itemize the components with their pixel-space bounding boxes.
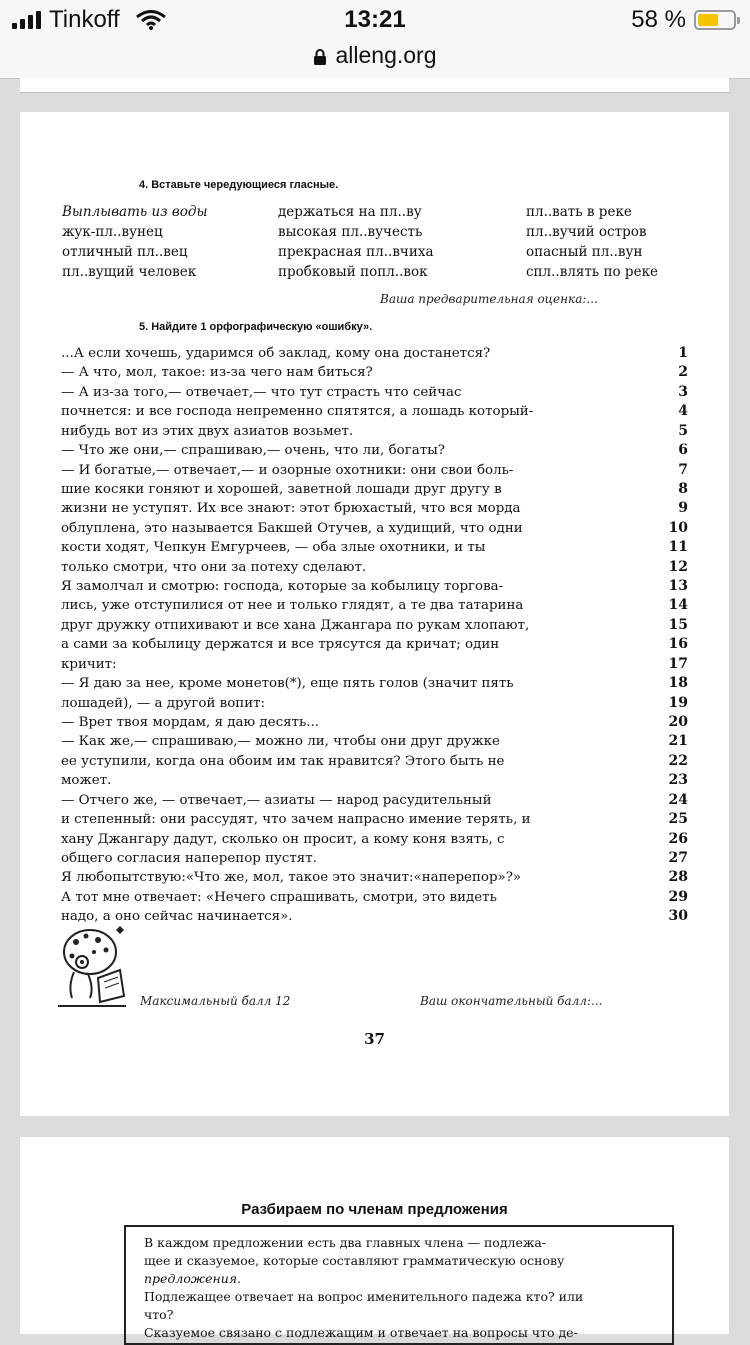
vocab-col-3	[526, 202, 658, 282]
line-number: 1	[678, 345, 688, 361]
task5-heading: 5. Найдите 1 орфографическую «ошибку».	[139, 321, 373, 333]
passage-line: А тот мне отвечает: «Нечего спрашивать, смотри, это видеть	[61, 889, 497, 905]
line-number: 29	[668, 888, 688, 905]
passage-line: — Что же они,— спрашиваю,— очень, что ли, богаты?	[61, 443, 445, 459]
line-number: 27	[668, 849, 688, 866]
line-number: 12	[668, 558, 688, 575]
line-number: 3	[678, 383, 688, 400]
battery-icon	[694, 10, 736, 30]
passage-line: нибудь вот из этих двух азиатов возьмет.	[61, 423, 354, 439]
passage-line: — Как же,— спрашиваю,— можно ли, чтобы они друг дружке	[61, 734, 500, 750]
passage-line: хану Джангару дадут, сколько он просит, а кому коня взять, с	[61, 831, 505, 847]
address-bar[interactable]	[0, 40, 750, 79]
carrier-name: Tinkoff	[49, 6, 120, 33]
vocab-item: пл..вать в реке	[526, 204, 632, 220]
max-score: Максимальный балл 12	[140, 994, 291, 1008]
line-number: 11	[668, 539, 688, 556]
passage-line: — И богатые,— отвечает,— и озорные охотники: они свои боль-	[61, 462, 514, 478]
rule-line: что?	[144, 1307, 174, 1322]
line-number: 13	[668, 578, 688, 595]
line-number: 4	[678, 403, 688, 420]
vocab-col-2	[278, 202, 434, 282]
next-document-page	[20, 1137, 729, 1340]
rule-line: щее и сказуемое, которые составляют грамматическую основу	[144, 1253, 565, 1268]
vocab-item: пл..вущий человек	[62, 264, 197, 280]
battery-status	[631, 6, 736, 34]
line-number: 19	[668, 694, 688, 711]
rule-line: Сказуемое связано с подлежащим и отвечает на вопросы что де-	[144, 1325, 578, 1340]
rule-line: В каждом предложении есть два главных члена — подлежа-	[144, 1235, 547, 1250]
clock: 13:21	[344, 6, 406, 33]
section-title: Разбираем по членам предложения	[241, 1201, 508, 1218]
passage-line: может.	[61, 773, 112, 789]
passage-line: жизни не уступят. Их все знают: этот брюхастый, что вся морда	[61, 501, 521, 517]
passage-line: Я замолчал и смотрю: господа, которые за кобылицу торгова-	[61, 579, 504, 595]
passage-line: — Я даю за нее, кроме монетов(*), еще пять голов (значит пять	[61, 676, 514, 692]
passage-line: шие косяки гоняют и хорошей, заветной лошади друг другу в	[61, 481, 502, 497]
line-number: 24	[668, 791, 688, 808]
rule-box	[124, 1225, 674, 1345]
passage-line: ее уступили, когда она обоим им так нравится? Этого быть не	[61, 753, 505, 769]
final-score: Ваш окончательный балл:...	[420, 994, 603, 1008]
vocab-item: опасный пл..вун	[526, 244, 643, 260]
reading-mascot-illustration	[54, 922, 130, 1012]
line-number: 20	[668, 714, 688, 731]
previous-page	[20, 78, 729, 93]
passage-line: кости ходят, Чепкун Емгурчеев, — оба злые охотники, и ты	[61, 540, 486, 556]
passage-line: почнется: и все господа непременно спятятся, а лошадь который-	[61, 404, 534, 420]
document-page	[20, 112, 729, 1116]
task4-heading: 4. Вставьте чередующиеся гласные.	[139, 179, 339, 191]
passage-line: а сами за кобылицу держатся и все трясутся да кричат; один	[61, 637, 500, 653]
line-number: 25	[668, 811, 688, 828]
line-number: 10	[668, 519, 688, 536]
passage-line: и степенный: они рассудят, что зачем напрасно имение терять, и	[61, 812, 531, 828]
battery-percent: 58 %	[631, 6, 686, 33]
vocab-item: высокая пл..вучесть	[278, 224, 423, 240]
vocab-item: держаться на пл..ву	[278, 204, 422, 220]
vocab-item: Выплывать из воды	[62, 204, 208, 220]
line-number: 21	[668, 733, 688, 750]
passage-line: надо, а оно сейчас начинается».	[61, 909, 293, 925]
passage-line: ...А если хочешь, ударимся об заклад, кому она достанется?	[61, 346, 491, 361]
passage-line: облуплена, это называется Бакшей Отучев, а худищий, что одни	[61, 520, 523, 536]
status-bar	[0, 0, 750, 40]
line-number: 18	[668, 675, 688, 692]
line-number: 16	[668, 636, 688, 653]
line-number: 23	[668, 772, 688, 789]
line-number: 2	[678, 364, 688, 381]
line-numbers	[638, 344, 688, 927]
line-number: 22	[668, 752, 688, 769]
line-number: 28	[668, 869, 688, 886]
vocab-item: прекрасная пл..вчиха	[278, 244, 434, 260]
line-number: 15	[668, 616, 688, 633]
passage-line: только смотри, что они за потеху сделают.	[61, 559, 367, 575]
line-number: 17	[668, 655, 688, 672]
page-number: 37	[364, 1030, 385, 1048]
passage-line: друг дружку отпихивают и все хана Джангара по рукам хлопают,	[61, 617, 530, 633]
lock-icon	[313, 48, 327, 66]
vocab-item: пробковый попл..вок	[278, 264, 428, 280]
line-number: 6	[678, 442, 688, 459]
rule-line: Подлежащее отвечает на вопрос именительного падежа кто? или	[144, 1289, 584, 1304]
line-number: 9	[678, 500, 688, 517]
line-number: 14	[668, 597, 688, 614]
vocab-item: спл..влять по реке	[526, 264, 658, 280]
passage-line: кричит:	[61, 656, 117, 672]
vocab-item: отличный пл..вец	[62, 244, 188, 260]
line-number: 26	[668, 830, 688, 847]
url-text[interactable]: alleng.org	[335, 42, 437, 68]
line-number: 8	[678, 480, 688, 497]
line-number: 30	[668, 908, 688, 925]
passage-text	[61, 344, 683, 927]
passage-line: — Врет твоя мордам, я даю десять...	[61, 715, 319, 731]
rule-line: предложения.	[144, 1271, 241, 1286]
vocab-item: жук-пл..вунец	[62, 224, 163, 240]
preliminary-score: Ваша предварительная оценка:...	[380, 292, 598, 306]
passage-line: лись, уже отступилися от нее и только глядят, а те два татарина	[61, 598, 524, 614]
line-number: 7	[678, 461, 688, 478]
passage-line: — А из-за того,— отвечает,— что тут страсть что сейчас	[61, 384, 462, 400]
passage-line: — А что, мол, такое: из-за чего нам биться?	[61, 365, 373, 381]
passage-line: лошадей), — а другой вопит:	[61, 695, 266, 711]
passage-line: Я любопытствую:«Что же, мол, такое это значит:«наперепор»?»	[61, 870, 522, 886]
vocab-col-1	[62, 202, 207, 282]
passage-line: общего согласия наперепор пустят.	[61, 850, 317, 866]
vocab-item: пл..вучий остров	[526, 224, 647, 240]
passage-line: — Отчего же, — отвечает,— азиаты — народ расудительный	[61, 792, 492, 808]
line-number: 5	[678, 422, 688, 439]
